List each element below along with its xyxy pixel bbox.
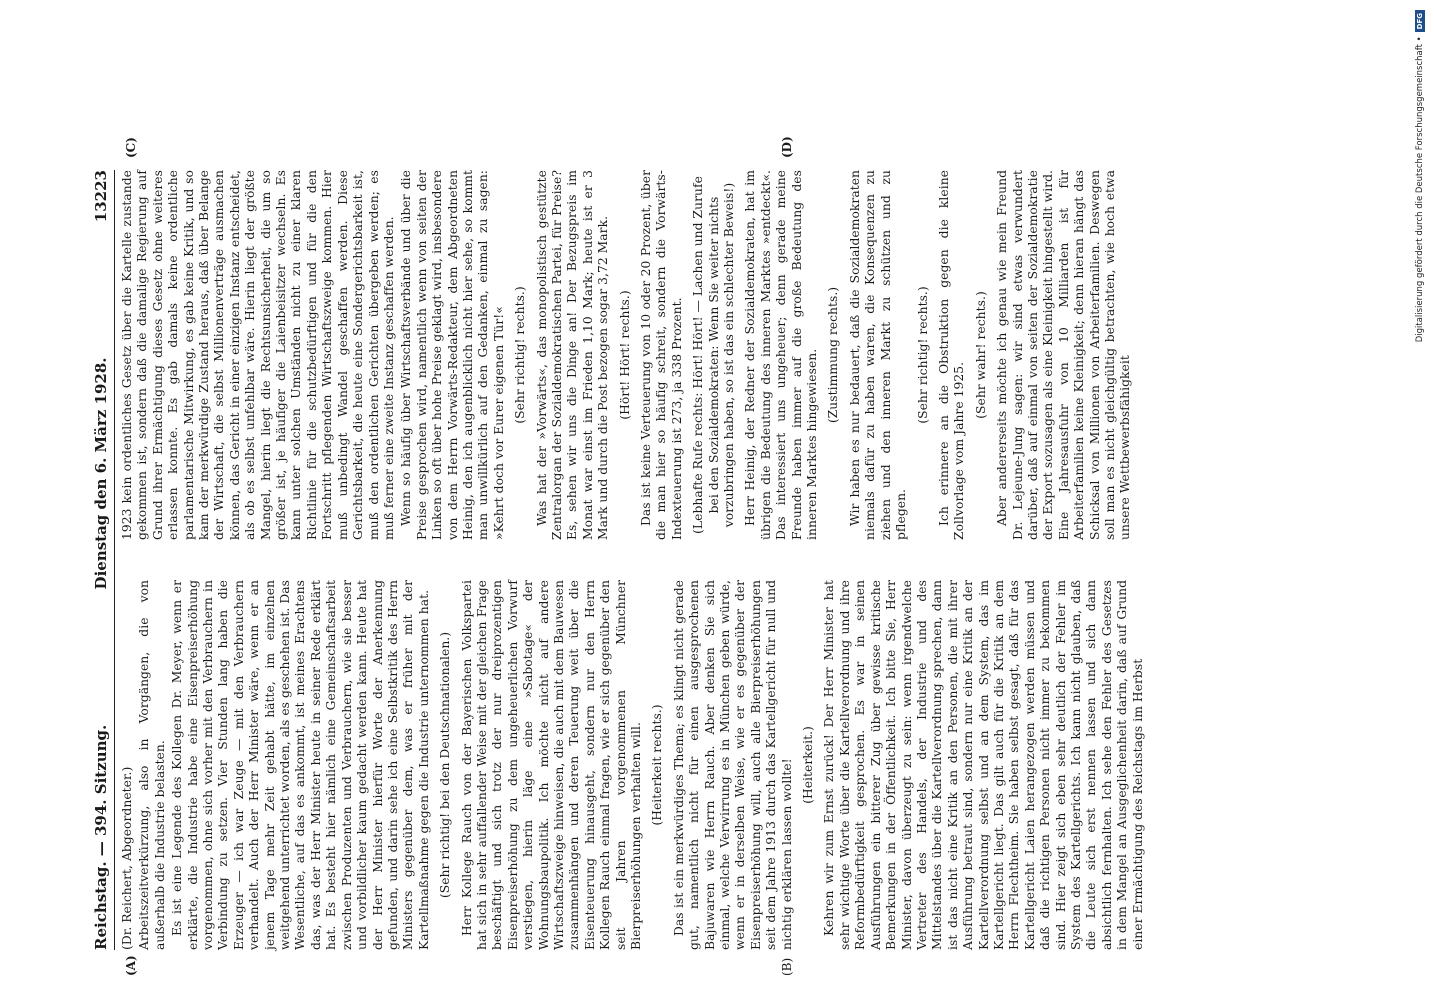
page-number: 13223 bbox=[92, 170, 110, 223]
dfg-logo: DFG bbox=[1415, 10, 1425, 32]
paragraph: Wenn so häufig über Wirtschaftsverbände und über die Preise gesprochen wird, namentlich wenn von seiten der Linken so oft über hohe Preise geklagt wird, insbesondere von dem Herrn Vorwärts-Redakteur, dem Abgeordneten Heinig, den ich augenblicklich nicht hier sehe, so kommt man unwillkürlich auf den Gedanken, einmal zu sagen: »Kehrt doch vor Eurer eigenen Tür!« bbox=[399, 170, 506, 540]
margin-mark-a: (A) bbox=[124, 955, 138, 976]
interjection: (Hört! Hört! rechts.) bbox=[617, 290, 632, 420]
margin-mark-b: (B) bbox=[780, 957, 794, 976]
running-head-left: Reichstag. — 394. Sitzung. bbox=[92, 724, 110, 950]
paragraph: Kehren wir zum Ernst zurück! Der Herr Minister hat sehr wichtige Worte über die Kartellverordnung und ihre Reformbedürftigkeit gesprochen. Es war in seinen Ausführungen ein bitterer Zug über gewisse kritische Bemerkungen in der Öffentlichkeit. Ich bitte Sie, Herr Minister, davon überzeugt zu sein: wenn irgendwelche Vertreter des Handels, der Industrie und des Mittelstandes über die Kartellverordnung sprechen, dann ist das nicht eine Kritik an den Personen, die mit ihrer Ausführung betraut sind, sondern nur eine Kritik an der Kartellverordnung selbst und an dem System, das im Kartellgericht liegt. Das gilt auch für die Kritik an dem Herrn Flechtheim. Sie haben selbst gesagt, daß für das Kartellgericht Laien herangezogen werden müssen und daß die richtigen Personen nicht immer zu bekommen sind. Hier zeigt sich eben sehr deutlich der Fehler im System des Kartellgerichts. Ich kann nicht glauben, daß die Leute sich erst nennen lassen und sich dann absichtlich fernhalten. Ich sehe den Fehler des Gesetzes in dem Mangel an Ausgeglichenheit darin, daß auf Grund einer Ermächtigung des Reichstags im Herbst bbox=[822, 580, 1145, 950]
paragraph: Es ist eine Legende des Kollegen Dr. Meyer, wenn er erklärte, die Industrie habe eine Eisenpreiserhöhung vorgenommen, ohne sich vorher mit den Verbrauchern in Verbindung zu setzen. Vier Stunden lang haben die Erzeuger — ich war Zeuge — mit den Verbrauchern verhandelt. Auch der Herr Minister wäre, wenn er an jenem Tage mehr Zeit gehabt hätte, im einzelnen weitgehend unterrichtet worden, als es geschehen ist. Das Wesentliche, auf das es ankommt, ist meines Erachtens das, was der Herr Minister heute in seiner Rede erklärt hat. Es besteht hier nämlich eine Gemeinschaftsarbeit zwischen Produzenten und Verbrauchern, wie sie besser und vorbildlicher kaum gedacht werden kann. Heute hat der Herr Minister hierfür Worte der Anerkennung gefunden, und darin sehe ich eine Selbstkritik des Herrn Ministers gegenüber dem, was er früher mit der Kartellmaßnahme gegen die Industrie unternommen hat. bbox=[170, 580, 431, 950]
rotated-page bbox=[80, 80, 1434, 976]
margin-mark-c: (C) bbox=[124, 137, 138, 158]
interjection: (Sehr wahr! rechts.) bbox=[973, 291, 988, 419]
interjection: (Heiterkeit.) bbox=[801, 726, 816, 804]
paragraph: Ich erinnere an die Obstruktion gegen die kleine Zollvorlage vom Jahre 1925. bbox=[936, 170, 967, 540]
interjection: (Zustimmung rechts.) bbox=[826, 286, 841, 424]
credit-text: Digitalisierung gefördert durch die Deutsche Forschungsgemeinschaft • bbox=[1415, 36, 1425, 343]
credit-strip bbox=[1412, 10, 1428, 990]
interjection: (Sehr richtig! rechts.) bbox=[915, 286, 930, 424]
margin-mark-d: (D) bbox=[780, 136, 794, 158]
right-column bbox=[120, 170, 1136, 540]
left-column bbox=[120, 580, 1148, 950]
paragraph: Wir haben es nur bedauert, daß die Sozialdemokraten niemals dafür zu haben waren, die Konsequenzen zu ziehen und den inneren Markt zu schützen und zu pflegen. bbox=[847, 170, 909, 540]
paragraph: Das ist keine Verteuerung von 10 oder 20 Prozent, über die man hier so häufig schreit, sondern die Vorwärts-Indexteuerung ist 273, ja 338 Prozent. bbox=[639, 170, 684, 540]
interjection: (Sehr richtig! bei den Deutschnationalen.) bbox=[438, 631, 453, 899]
paragraph: 1923 kein ordentliches Gesetz über die Kartelle zustande gekommen ist, sondern daß die damalige Regierung auf Grund ihrer Ermächtigung dieses Gesetz ohne weiteres erlassen konnte. Es gab damals keine ordentliche parlamentarische Mitwirkung, es gab keine Kritik, und so kam der merkwürdige Zustand heraus, daß über Belange der Wirtschaft, die selbst Millionenverträge ausmachen können, das Gericht in einer einzigen Instanz entscheidet, als ob es selbst unfehlbar wäre. Hierin liegt der größte Mangel, hierin liegt die Rechtsunsicherheit, die um so größer ist, je häufiger die Laienbeisitzer wechseln. Es kann unter solchen Umständen nicht zu einer klaren Richtlinie für die schutzbedürftigen und für die den Fortschritt pflegenden Wirtschaftszweige kommen. Hier muß unbedingt Wandel geschaffen werden. Diese Gerichtsbarkeit, die heute eine Sondergerichtsbarkeit ist, muß den ordentlichen Gerichten übergeben werden; es muß ferner eine zweite Instanz geschaffen werden. bbox=[120, 170, 396, 540]
paragraph: Was hat der »Vorwärts«, das monopolistisch gestützte Zentralorgan der Sozialdemokratischen Partei, für Preise? Es, sehen wir uns die Dinge an! Der Bezugspreis im Monat war einst im Frieden 1,10 Mark; heute ist er 3 Mark und durch die Post bezogen sogar 3,72 Mark. bbox=[534, 170, 611, 540]
paragraph: Aber andererseits möchte ich genau wie mein Freund Dr. Lejeune-Jung sagen: wir sind etwas verwundert darüber, daß auf einmal von seiten der Sozialdemokratie der Export sozusagen als eine Kleinigkeit hingestellt wird. Eine Jahresausfuhr von 10 Milliarden ist für Arbeiterfamilien keine Kleinigkeit; denn hieran hängt das Schicksal von Millionen von Arbeiterfamilien. Deswegen soll man es nicht gleichgültig betrachten, wie hoch etwa unsere Wettbewerbsfähigkeit bbox=[995, 170, 1133, 540]
paragraph: Arbeitszeitverkürzung, also in Vorgängen, die von außerhalb die Industrie belasten. bbox=[137, 580, 167, 950]
interjection: (Lebhafte Rufe rechts: Hört! Hört! — Lachen und Zurufe bei den Sozialdemokraten: Wenn Sie weiter nichts vorzubringen haben, so ist das ein schlechter Beweis!) bbox=[691, 176, 737, 534]
running-head bbox=[80, 170, 115, 950]
paragraph: (Dr. Reichert, Abgeordneter.) bbox=[120, 766, 134, 950]
interjection: (Heiterkeit rechts.) bbox=[650, 704, 665, 826]
interjection: (Sehr richtig! rechts.) bbox=[513, 286, 528, 424]
running-head-date: Dienstag den 6. März 1928. bbox=[92, 357, 110, 590]
paragraph: Das ist ein merkwürdiges Thema; es klingt nicht gerade gut, namentlich nicht für einen ausgesprochenen Bajuwaren wie Herrn Rauch. Aber denken Sie sich einmal, welche Verwirrung es in München geben würde, wenn er in derselben Weise, wie er es gegenüber der Eisenpreiserhöhung will, auch alle Bierpreiserhöhungen seit dem Jahre 1913 durch das Kartellgericht für null und nichtig erklären lassen wollte! bbox=[671, 580, 794, 950]
paragraph: Herr Kollege Rauch von der Bayerischen Volkspartei hat sich in sehr auffallender Weise mit der gleichen Frage beschäftigt und sich trotz der nur dreiprozentigen Eisenpreiserhöhung zu dem ungeheuerlichen Vorwurf verstiegen, hierin läge eine »Sabotage« der Wohnungsbaupolitik. Ich möchte nicht auf andere Wirtschaftszweige hinweisen, die auch mit dem Bauwesen zusammenhängen und deren Teuerung weit über die Eisenteuerung hinausgeht, sondern nur den Herrn Kollegen Rauch einmal fragen, wie er sich gegenüber den seit Jahren vorgenommenen Münchner Bierpreiserhöhungen verhalten will. bbox=[459, 580, 643, 950]
paragraph: Herr Heinig, der Redner der Sozialdemokraten, hat im übrigen die Bedeutung des inneren Marktes »entdeckt«. Das interessiert uns ungeheuer; denn gerade meine Freunde haben immer auf die große Bedeutung des inneren Marktes hingewiesen. bbox=[743, 170, 820, 540]
